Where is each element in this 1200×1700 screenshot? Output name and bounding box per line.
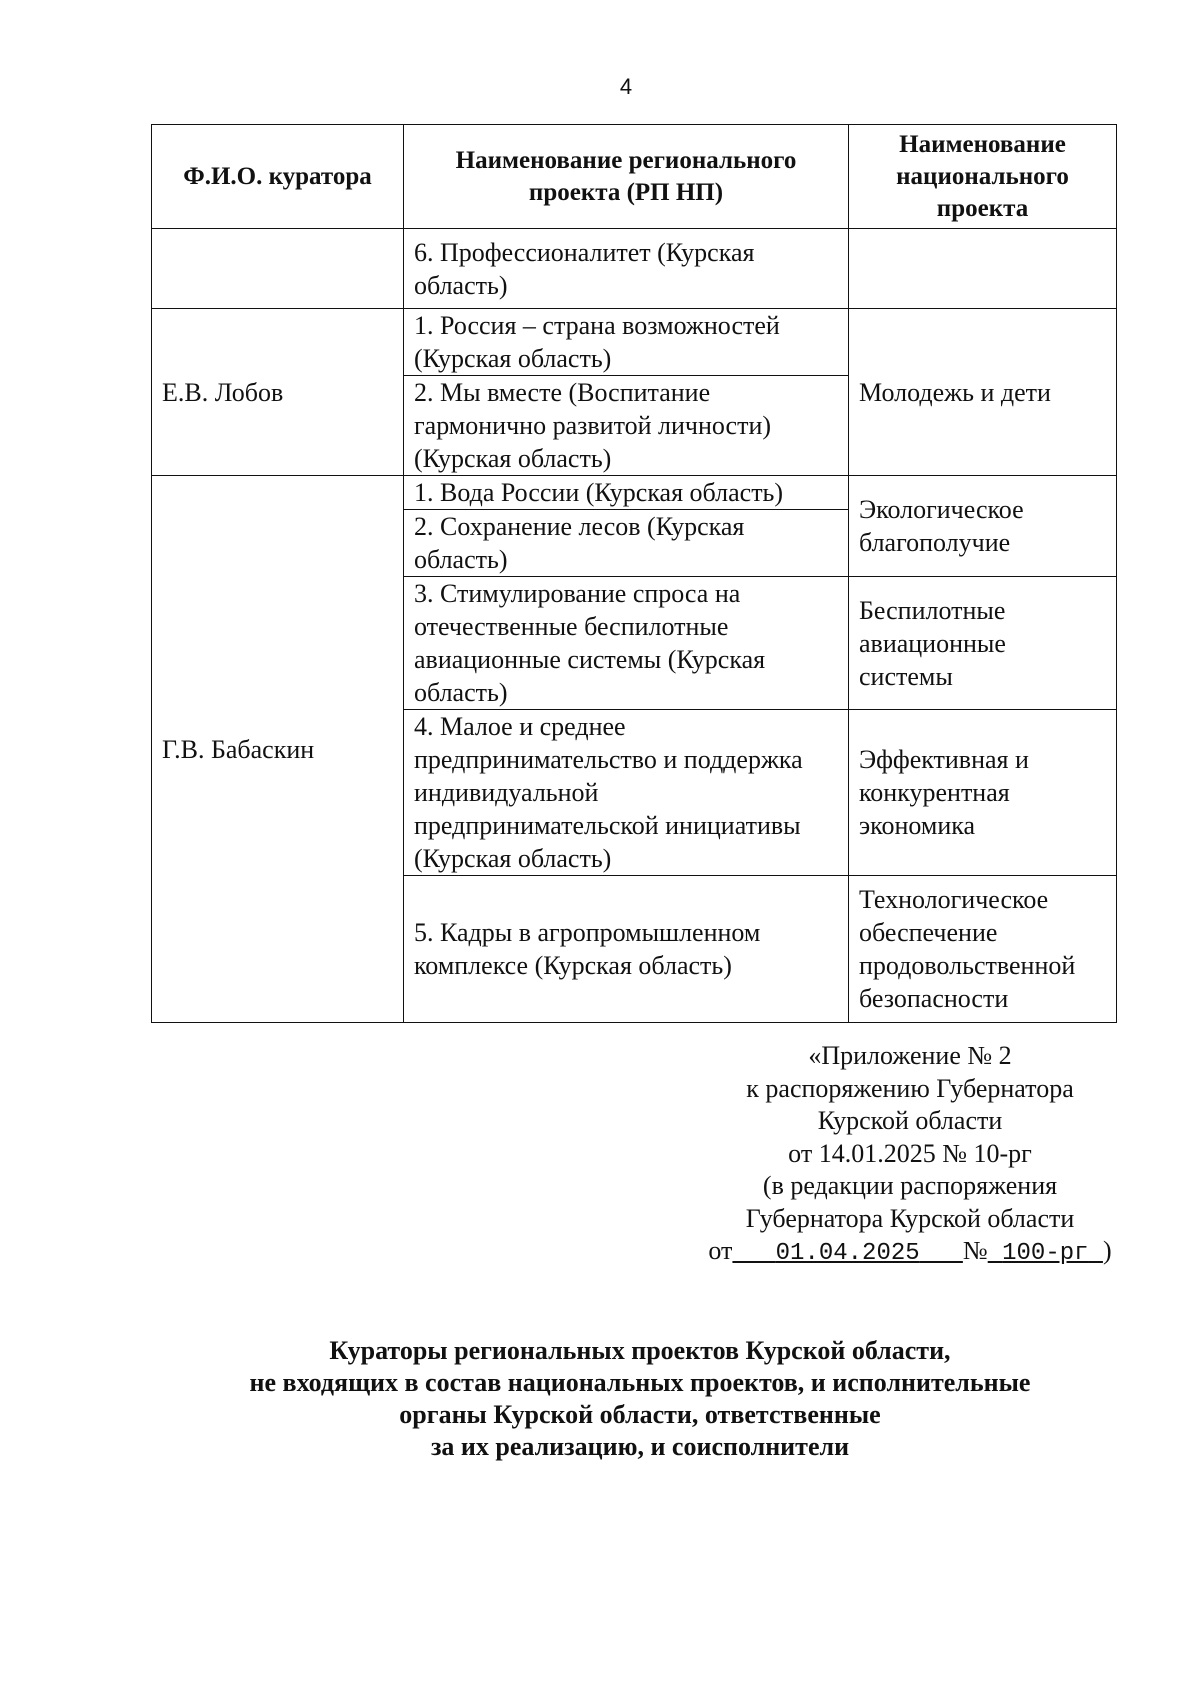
appendix-line: Губернатора Курской области: [745, 1203, 1075, 1233]
regional-project-cell: 3. Стимулирование спроса на отечественные беспилотные авиационные системы (Курская область): [404, 577, 849, 710]
title-line: органы Курской области, ответственные: [399, 1400, 881, 1429]
amendment-from-label: от: [708, 1236, 733, 1265]
appendix-line: к распоряжению Губернатора: [746, 1073, 1074, 1103]
appendix-header: [700, 1040, 1120, 1271]
national-project-cell: Беспилотные авиационные системы: [849, 577, 1117, 710]
national-project-cell-empty: [849, 229, 1117, 309]
appendix-line: (в редакции распоряжения: [762, 1171, 1058, 1200]
table-row: [152, 229, 1117, 309]
regional-project-cell: 2. Мы вместе (Воспитание гармонично развитой личности) (Курская область): [404, 376, 849, 476]
appendix-line: «Приложение № 2: [808, 1041, 1012, 1070]
amendment-number-label: №: [962, 1236, 988, 1265]
appendix-line: Курской области: [817, 1106, 1003, 1135]
table-row: [152, 309, 1117, 376]
document-title: [150, 1335, 1130, 1463]
regional-project-cell: 4. Малое и среднее предпринимательство и поддержка индивидуальной предпринимательской инициативы (Курская область): [404, 710, 849, 876]
curators-table: [151, 124, 1117, 1023]
header-regional-project: Наименование регионального проекта (РП НП): [404, 125, 849, 229]
curator-cell-empty: [152, 229, 404, 309]
regional-project-cell: 2. Сохранение лесов (Курская область): [404, 510, 849, 577]
amendment-line: [700, 1235, 1120, 1271]
curator-cell: Е.В. Лобов: [152, 309, 404, 476]
title-line: за их реализацию, и соисполнители: [430, 1432, 850, 1461]
national-project-cell: Молодежь и дети: [849, 309, 1117, 476]
appendix-line: от 14.01.2025 № 10-рг: [788, 1138, 1032, 1168]
national-project-cell: Экологическое благополучие: [849, 476, 1117, 577]
national-project-cell: Технологическое обеспечение продовольственной безопасности: [849, 876, 1117, 1023]
table-row: [152, 476, 1117, 510]
table-header-row: [152, 125, 1117, 229]
page-number: 4: [619, 74, 633, 99]
regional-project-cell: 1. Россия – страна возможностей (Курская область): [404, 309, 849, 376]
amendment-number: 100-рг: [1002, 1240, 1089, 1267]
title-line: Кураторы региональных проектов Курской области,: [329, 1336, 951, 1365]
header-curator: Ф.И.О. куратора: [152, 125, 404, 229]
header-national-project: Наименование национального проекта: [849, 125, 1117, 229]
amendment-date: 01.04.2025: [775, 1240, 920, 1267]
regional-project-cell: 5. Кадры в агропромышленном комплексе (Курская область): [404, 876, 849, 1023]
national-project-cell: Эффективная и конкурентная экономика: [849, 710, 1117, 876]
regional-project-cell: 1. Вода России (Курская область): [404, 476, 849, 510]
title-line: не входящих в состав национальных проектов, и исполнительные: [249, 1368, 1031, 1397]
amendment-close: ): [1102, 1236, 1112, 1265]
curator-cell: Г.В. Бабаскин: [152, 476, 404, 1023]
regional-project-cell: 6. Профессионалитет (Курская область): [404, 229, 849, 309]
